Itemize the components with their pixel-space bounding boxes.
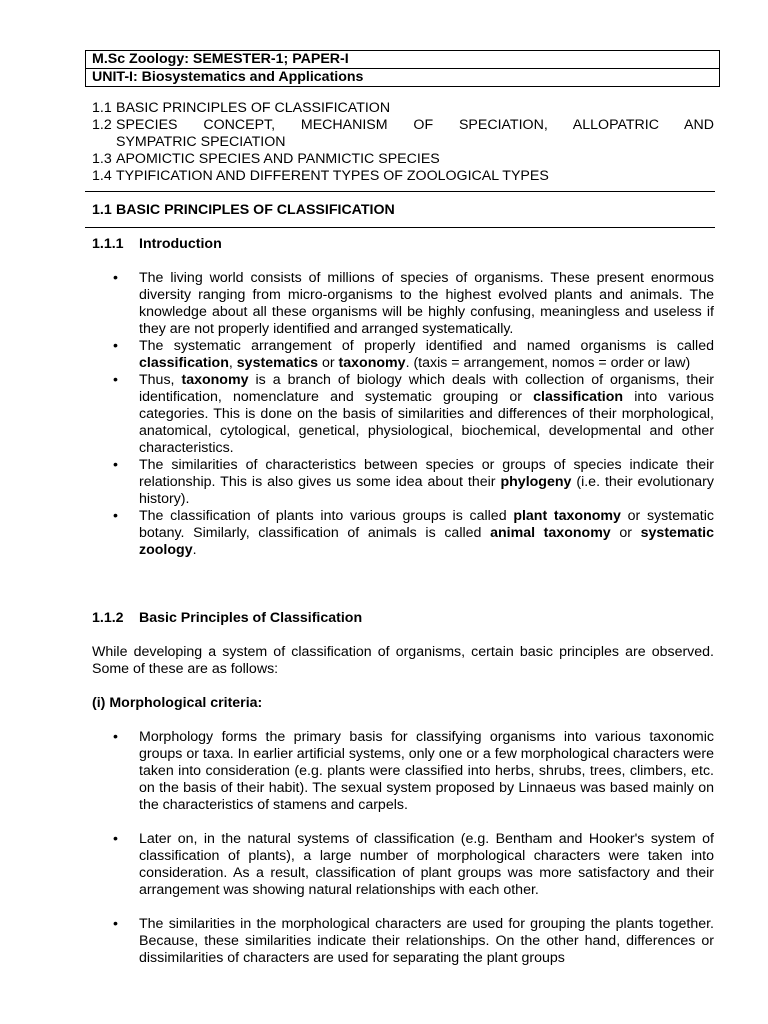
toc-item: [92, 117, 714, 134]
bullet-icon: •: [113, 372, 118, 388]
table-of-contents: [92, 100, 714, 185]
key-term: systematics: [236, 355, 319, 371]
list-item: • The systematic arrangement of properly identified and named organisms is called classification, systematics or taxonomy. (taxis = arrangement, nomos = order or law): [113, 338, 714, 371]
list-item: • Morphology forms the primary basis for classifying organisms into various taxonomic groups or taxa. In earlier artificial systems, only one or a few morphological characters were taken into consideration (e.g. plants were classified into herbs, shrubs, trees, climbers, etc. on the basis of their habit). The sexual system proposed by Linnaeus was based mainly on the characteristics of stamens and carpels.: [113, 729, 714, 813]
toc-number: 1.2: [92, 117, 112, 133]
toc-text: SPECIES CONCEPT, MECHANISM OF SPECIATION, ALLOPATRIC AND: [116, 117, 714, 133]
toc-item: [92, 100, 714, 117]
toc-text: SYMPATRIC SPECIATION: [116, 134, 286, 150]
bullet-icon: •: [113, 729, 118, 745]
key-term: classification: [139, 355, 229, 371]
criteria-heading: (i) Morphological criteria:: [92, 695, 263, 711]
list-item: • Later on, in the natural systems of classification (e.g. Bentham and Hooker's system of classification of plants), a large number of morphological characters were taken into consideration. As a result, classification of plant groups was more satisfactory and their arrangement was showing natural relationships with each other.: [113, 831, 714, 898]
key-term: systematic zoology: [139, 525, 715, 558]
toc-number: 1.3: [92, 151, 112, 167]
unit-title: UNIT-I: Biosystematics and Applications: [86, 68, 719, 86]
morphology-bullet-list: [92, 729, 714, 967]
key-term: taxonomy: [338, 355, 406, 371]
toc-number: 1.4: [92, 168, 112, 184]
bullet-icon: •: [113, 270, 118, 286]
course-title: M.Sc Zoology: SEMESTER-1; PAPER-I: [92, 51, 349, 67]
section-heading: [92, 202, 395, 219]
course-header-box: [85, 50, 720, 87]
toc-item-continuation: [92, 134, 714, 151]
subsection-title: Introduction: [139, 236, 222, 252]
key-term: plant taxonomy: [513, 508, 621, 524]
list-item: • The similarities in the morphological characters are used for grouping the plants together. Because, these similarities indicate their relationships. On the other hand, differences or dissimilarities of characters are used for separating the plant groups: [113, 916, 714, 966]
bullet-icon: •: [113, 457, 118, 473]
key-term: phylogeny: [500, 474, 572, 490]
subsection-number: 1.1.1: [92, 236, 124, 252]
bullet-icon: •: [113, 508, 118, 524]
list-item: • The similarities of characteristics between species or groups of species indicate their relationship. This is also gives us some idea about their phylogeny (i.e. their evolutionary history).: [113, 457, 714, 507]
bullet-icon: •: [113, 831, 118, 847]
bullet-icon: •: [113, 338, 118, 354]
toc-text: TYPIFICATION AND DIFFERENT TYPES OF ZOOLOGICAL TYPES: [116, 168, 549, 184]
divider: [85, 227, 715, 228]
list-item: • The classification of plants into various groups is called plant taxonomy or systematic botany. Similarly, classification of animals is called animal taxonomy or systematic zoology.: [113, 508, 715, 558]
key-term: taxonomy: [181, 372, 249, 388]
introduction-bullet-list: [92, 270, 714, 559]
toc-item: [92, 151, 714, 168]
divider: [85, 191, 715, 192]
section-number: 1.1: [92, 202, 112, 218]
section-title: BASIC PRINCIPLES OF CLASSIFICATION: [116, 202, 395, 218]
toc-text: APOMICTIC SPECIES AND PANMICTIC SPECIES: [116, 151, 440, 167]
list-item: • The living world consists of millions of species of organisms. These present enormous diversity ranging from micro-organisms to the highest evolved plants and animals. The knowledge about all these organisms will be highly confusing, meaningless and useless if they are not properly identified and arranged systematically.: [113, 270, 714, 337]
key-term: animal taxonomy: [490, 525, 611, 541]
subsection-title: Basic Principles of Classification: [139, 610, 363, 626]
toc-text: BASIC PRINCIPLES OF CLASSIFICATION: [116, 100, 391, 116]
subsection-heading-introduction: [92, 236, 222, 253]
toc-number: 1.1: [92, 100, 112, 116]
subsection-number: 1.1.2: [92, 610, 124, 626]
bullet-icon: •: [113, 916, 118, 932]
key-term: classification: [533, 389, 624, 405]
paragraph: While developing a system of classification of organisms, certain basic principles are observed. Some of these are as follows:: [92, 644, 714, 677]
subsection-heading-basic-principles: [92, 610, 362, 627]
toc-item: [92, 168, 714, 185]
list-item: • Thus, taxonomy is a branch of biology which deals with collection of organisms, their identification, nomenclature and systematic grouping or classification into various categories. This is done on the basis of similarities and differences of their morphological, anatomical, cytological, genetical, physiological, biochemical, developmental and other characteristics.: [113, 372, 714, 456]
